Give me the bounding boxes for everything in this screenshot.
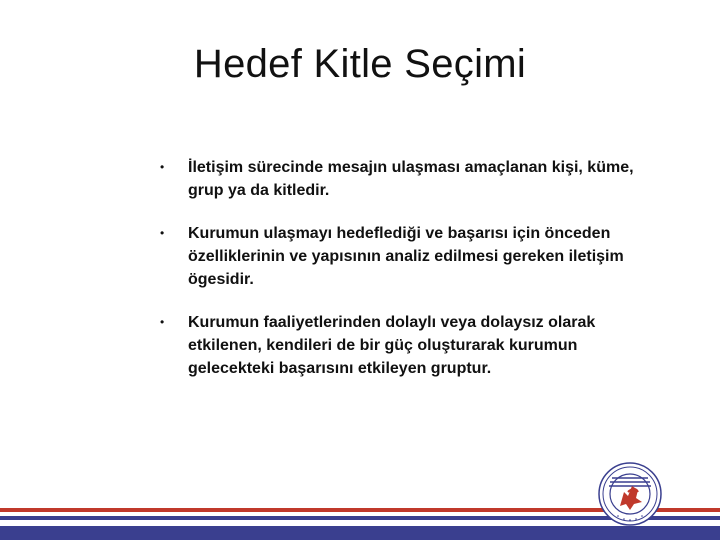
- bullet-list: [160, 156, 660, 400]
- bullet-text: Kurumun faaliyetlerinden dolaylı veya dolaysız olarak etkilenen, kendileri de bir güç oluşturarak kurumun gelecekteki başarısını etkileyen gruptur.: [188, 314, 596, 377]
- list-item: [160, 222, 660, 291]
- bullet-dot-icon: •: [160, 226, 165, 240]
- university-seal-icon: [598, 462, 662, 526]
- list-item: [160, 311, 660, 380]
- page-title: Hedef Kitle Seçimi: [193, 42, 527, 86]
- bullet-text: Kurumun ulaşmayı hedeflediği ve başarısı için önceden özelliklerinin ve yapısının analiz edilmesi gereken iletişim ögesidir.: [188, 225, 624, 288]
- bullet-dot-icon: •: [160, 160, 165, 174]
- stripe-blue-thick: [0, 526, 720, 540]
- bullet-dot-icon: •: [160, 315, 165, 329]
- list-item: [160, 156, 660, 202]
- bullet-text: İletişim sürecinde mesajın ulaşması amaçlanan kişi, küme, grup ya da kitledir.: [188, 159, 634, 199]
